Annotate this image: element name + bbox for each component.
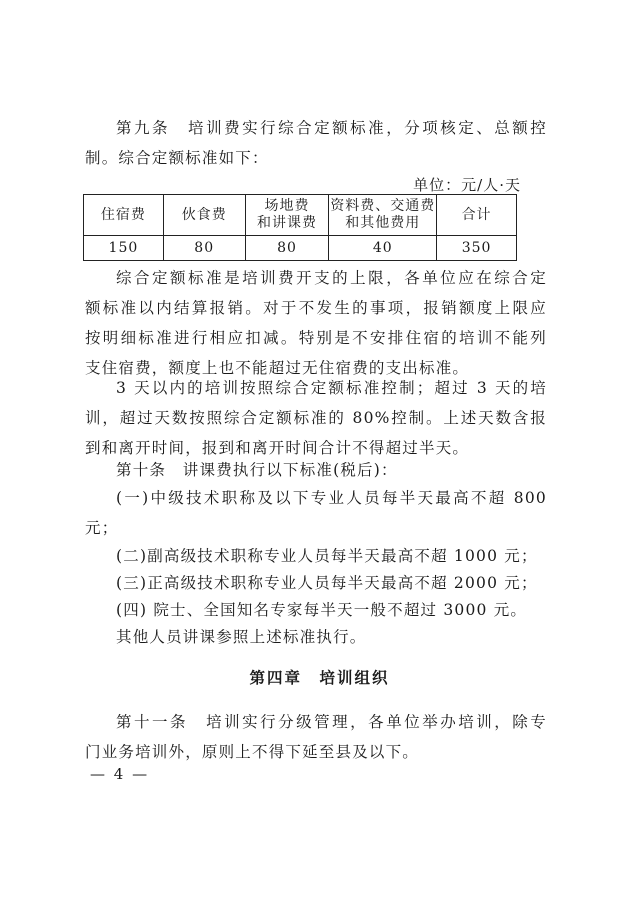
- lecture-fee-item-1-line-1: (一)中级技术职称及以下专业人员每半天最高不超 800: [116, 489, 547, 507]
- table-unit-label: 单位：元/人·天: [413, 176, 521, 194]
- header-venue-lecture: 场地费 和讲课费: [245, 195, 329, 236]
- value-total: 350: [437, 236, 517, 261]
- article-11-paragraph: [85, 707, 547, 767]
- quota-limit-line-3: 按明细标准进行相应扣减。特别是不安排住宿的培训不能列: [85, 329, 547, 347]
- article-11-line-1: 第十一条 培训实行分级管理，各单位举办培训，除专: [116, 713, 547, 731]
- article-9-line-1: 第九条 培训费实行综合定额标准，分项核定、总额控: [116, 119, 547, 137]
- quota-limit-paragraph: [85, 263, 547, 383]
- page-number: — 4 —: [90, 765, 150, 783]
- value-accommodation: 150: [84, 236, 164, 261]
- article-11-line-2: 门业务培训外，原则上不得下延至县及以下。: [85, 743, 420, 761]
- training-days-line-2: 训，超过天数按照综合定额标准的 80%控制。上述天数含报: [85, 409, 547, 427]
- training-days-line-1: 3 天以内的培训按照综合定额标准控制；超过 3 天的培: [116, 379, 547, 397]
- lecture-fee-item-4: (四) 院士、全国知名专家每半天一般不超过 3000 元。: [116, 601, 528, 619]
- header-meals: 伙食费: [163, 195, 245, 236]
- table-header-row: [84, 195, 517, 236]
- lecture-fee-item-3: (三)正高级技术职称专业人员每半天最高不超 2000 元；: [116, 574, 538, 592]
- header-materials-transport-other: 资料费、交通费 和其他费用: [329, 195, 437, 236]
- lecture-fee-item-2: (二)副高级技术职称专业人员每半天最高不超 1000 元；: [116, 547, 538, 565]
- lecture-fee-item-1: [85, 483, 547, 543]
- lecture-fee-other: 其他人员讲课参照上述标准执行。: [116, 628, 367, 646]
- table-row: [84, 236, 517, 261]
- training-days-line-3: 到和离开时间，报到和离开时间合计不得超过半天。: [85, 439, 470, 457]
- quota-limit-line-2: 额标准以内结算报销。对于不发生的事项，报销额度上限应: [85, 299, 547, 317]
- article-10-title: 第十条 讲课费执行以下标准(税后)：: [116, 461, 398, 479]
- value-venue-lecture: 80: [245, 236, 329, 261]
- article-9-paragraph: [85, 113, 547, 173]
- training-days-paragraph: [85, 373, 547, 463]
- value-meals: 80: [163, 236, 245, 261]
- chapter-4-heading: 第四章 培训组织: [249, 669, 390, 687]
- quota-limit-line-4: 支住宿费，额度上也不能超过无住宿费的支出标准。: [85, 359, 470, 377]
- header-accommodation: 住宿费: [84, 195, 164, 236]
- quota-limit-line-1: 综合定额标准是培训费开支的上限，各单位应在综合定: [116, 269, 547, 287]
- fee-standard-table: [83, 194, 517, 261]
- header-total: 合计: [437, 195, 517, 236]
- lecture-fee-item-1-line-2: 元；: [85, 519, 119, 537]
- article-9-line-2: 制。综合定额标准如下：: [85, 149, 269, 167]
- value-materials-transport-other: 40: [329, 236, 437, 261]
